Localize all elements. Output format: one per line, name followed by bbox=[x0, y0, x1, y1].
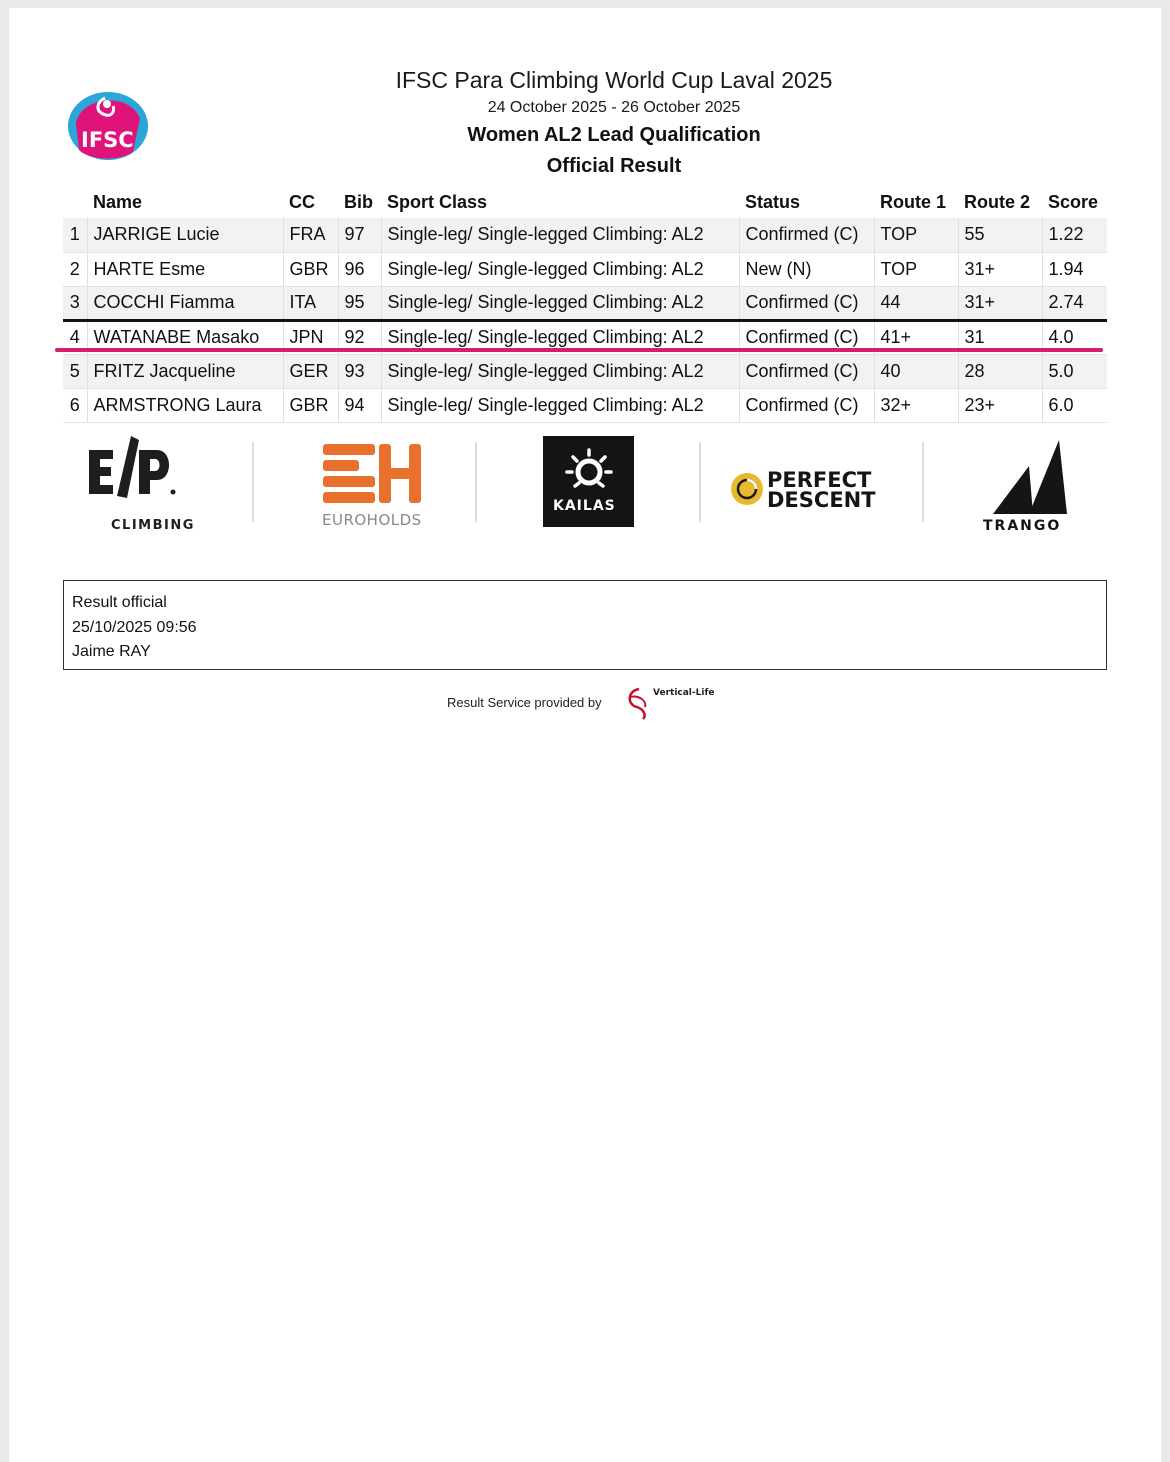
result-type: Official Result bbox=[546, 155, 682, 177]
name-cell: FRITZ Jacqueline bbox=[87, 354, 283, 388]
route1-cell: 41+ bbox=[874, 320, 958, 354]
sponsor-divider bbox=[699, 442, 701, 522]
sponsor-divider bbox=[252, 442, 254, 522]
perfect-descent-logo bbox=[729, 434, 899, 534]
cc-cell: JPN bbox=[283, 320, 338, 354]
sponsor-divider bbox=[922, 442, 924, 522]
result-timestamp: 25/10/2025 09:56 bbox=[72, 618, 197, 636]
col-sport-class: Sport Class bbox=[387, 191, 488, 212]
bib-cell: 97 bbox=[338, 218, 381, 252]
route1-cell: TOP bbox=[874, 252, 958, 286]
col-route1: Route 1 bbox=[880, 191, 947, 212]
cc-cell: FRA bbox=[283, 218, 338, 252]
kailas-text: KAILAS bbox=[553, 498, 616, 514]
competition-dates: 24 October 2025 - 26 October 2025 bbox=[487, 99, 741, 116]
perfect-text: PERFECT bbox=[767, 468, 872, 492]
vertical-life-text: Vertical-Life bbox=[653, 688, 715, 698]
sport-class-cell: Single-leg/ Single-legged Climbing: AL2 bbox=[381, 388, 739, 422]
score-cell: 2.74 bbox=[1042, 286, 1107, 320]
col-bib: Bib bbox=[344, 191, 373, 212]
col-status: Status bbox=[745, 191, 801, 212]
col-name: Name bbox=[93, 191, 143, 212]
kailas-logo bbox=[543, 434, 635, 534]
rank-cell: 5 bbox=[63, 354, 87, 388]
rank-cell: 3 bbox=[63, 286, 87, 320]
table-row bbox=[63, 286, 1107, 320]
bib-cell: 93 bbox=[338, 354, 381, 388]
route2-cell: 55 bbox=[958, 218, 1042, 252]
rank-cell: 4 bbox=[63, 320, 87, 354]
highlight-underline bbox=[55, 348, 1103, 352]
route2-cell: 31 bbox=[958, 320, 1042, 354]
bib-cell: 92 bbox=[338, 320, 381, 354]
route2-cell: 23+ bbox=[958, 388, 1042, 422]
status-cell: Confirmed (C) bbox=[739, 354, 874, 388]
route1-cell: 44 bbox=[874, 286, 958, 320]
table-row bbox=[63, 388, 1107, 422]
route2-cell: 31+ bbox=[958, 252, 1042, 286]
result-official-name: Jaime RAY bbox=[72, 643, 151, 660]
col-score: Score bbox=[1048, 191, 1099, 212]
name-cell: HARTE Esme bbox=[87, 252, 283, 286]
name-cell: WATANABE Masako bbox=[87, 320, 283, 354]
sport-class-cell: Single-leg/ Single-legged Climbing: AL2 bbox=[381, 286, 739, 320]
euroholds-logo bbox=[309, 434, 439, 534]
bib-cell: 96 bbox=[338, 252, 381, 286]
descent-text: DESCENT bbox=[767, 488, 876, 512]
rank-cell: 2 bbox=[63, 252, 87, 286]
cc-cell: GBR bbox=[283, 252, 338, 286]
score-cell: 5.0 bbox=[1042, 354, 1107, 388]
route1-cell: 40 bbox=[874, 354, 958, 388]
score-cell: 1.94 bbox=[1042, 252, 1107, 286]
route1-cell: TOP bbox=[874, 218, 958, 252]
status-cell: Confirmed (C) bbox=[739, 218, 874, 252]
result-status: Result official bbox=[72, 594, 167, 611]
table-row bbox=[63, 354, 1107, 388]
official-result-box bbox=[63, 580, 1107, 670]
score-cell: 4.0 bbox=[1042, 320, 1107, 354]
page-header bbox=[279, 66, 949, 179]
status-cell: New (N) bbox=[739, 252, 874, 286]
bib-cell: 94 bbox=[338, 388, 381, 422]
sport-class-cell: Single-leg/ Single-legged Climbing: AL2 bbox=[381, 252, 739, 286]
table-row bbox=[63, 218, 1107, 252]
ifsc-logo-text: IFSC bbox=[81, 128, 134, 152]
sport-class-cell: Single-leg/ Single-legged Climbing: AL2 bbox=[381, 354, 739, 388]
name-cell: JARRIGE Lucie bbox=[87, 218, 283, 252]
ifsc-logo bbox=[67, 88, 149, 162]
name-cell: COCCHI Fiamma bbox=[87, 286, 283, 320]
status-cell: Confirmed (C) bbox=[739, 320, 874, 354]
trango-text: TRANGO bbox=[983, 518, 1062, 534]
service-credit bbox=[447, 683, 747, 723]
rank-cell: 6 bbox=[63, 388, 87, 422]
status-cell: Confirmed (C) bbox=[739, 388, 874, 422]
vertical-life-logo bbox=[619, 683, 719, 723]
cc-cell: GBR bbox=[283, 388, 338, 422]
table-row bbox=[63, 252, 1107, 286]
results-table bbox=[63, 186, 1107, 423]
sponsor-divider bbox=[475, 442, 477, 522]
score-cell: 1.22 bbox=[1042, 218, 1107, 252]
bib-cell: 95 bbox=[338, 286, 381, 320]
col-route2: Route 2 bbox=[964, 191, 1031, 212]
col-cc: CC bbox=[289, 191, 315, 212]
ep-climbing-logo bbox=[87, 434, 207, 534]
result-sheet bbox=[9, 8, 1161, 1462]
name-cell: ARMSTRONG Laura bbox=[87, 388, 283, 422]
competition-title: IFSC Para Climbing World Cup Laval 2025 bbox=[395, 67, 833, 93]
sport-class-cell: Single-leg/ Single-legged Climbing: AL2 bbox=[381, 320, 739, 354]
rank-cell: 1 bbox=[63, 218, 87, 252]
score-cell: 6.0 bbox=[1042, 388, 1107, 422]
sport-class-cell: Single-leg/ Single-legged Climbing: AL2 bbox=[381, 218, 739, 252]
euroholds-text: EUROHOLDS bbox=[322, 511, 422, 529]
cc-cell: ITA bbox=[283, 286, 338, 320]
trango-logo bbox=[981, 434, 1093, 534]
route2-cell: 31+ bbox=[958, 286, 1042, 320]
cc-cell: GER bbox=[283, 354, 338, 388]
ep-climbing-text: CLIMBING bbox=[111, 518, 195, 533]
status-cell: Confirmed (C) bbox=[739, 286, 874, 320]
service-text: Result Service provided by bbox=[447, 695, 602, 710]
col-rank bbox=[63, 186, 87, 218]
route1-cell: 32+ bbox=[874, 388, 958, 422]
event-title: Women AL2 Lead Qualification bbox=[467, 124, 761, 146]
sponsor-bar bbox=[69, 434, 1109, 534]
route2-cell: 28 bbox=[958, 354, 1042, 388]
table-header-row bbox=[63, 186, 1107, 218]
